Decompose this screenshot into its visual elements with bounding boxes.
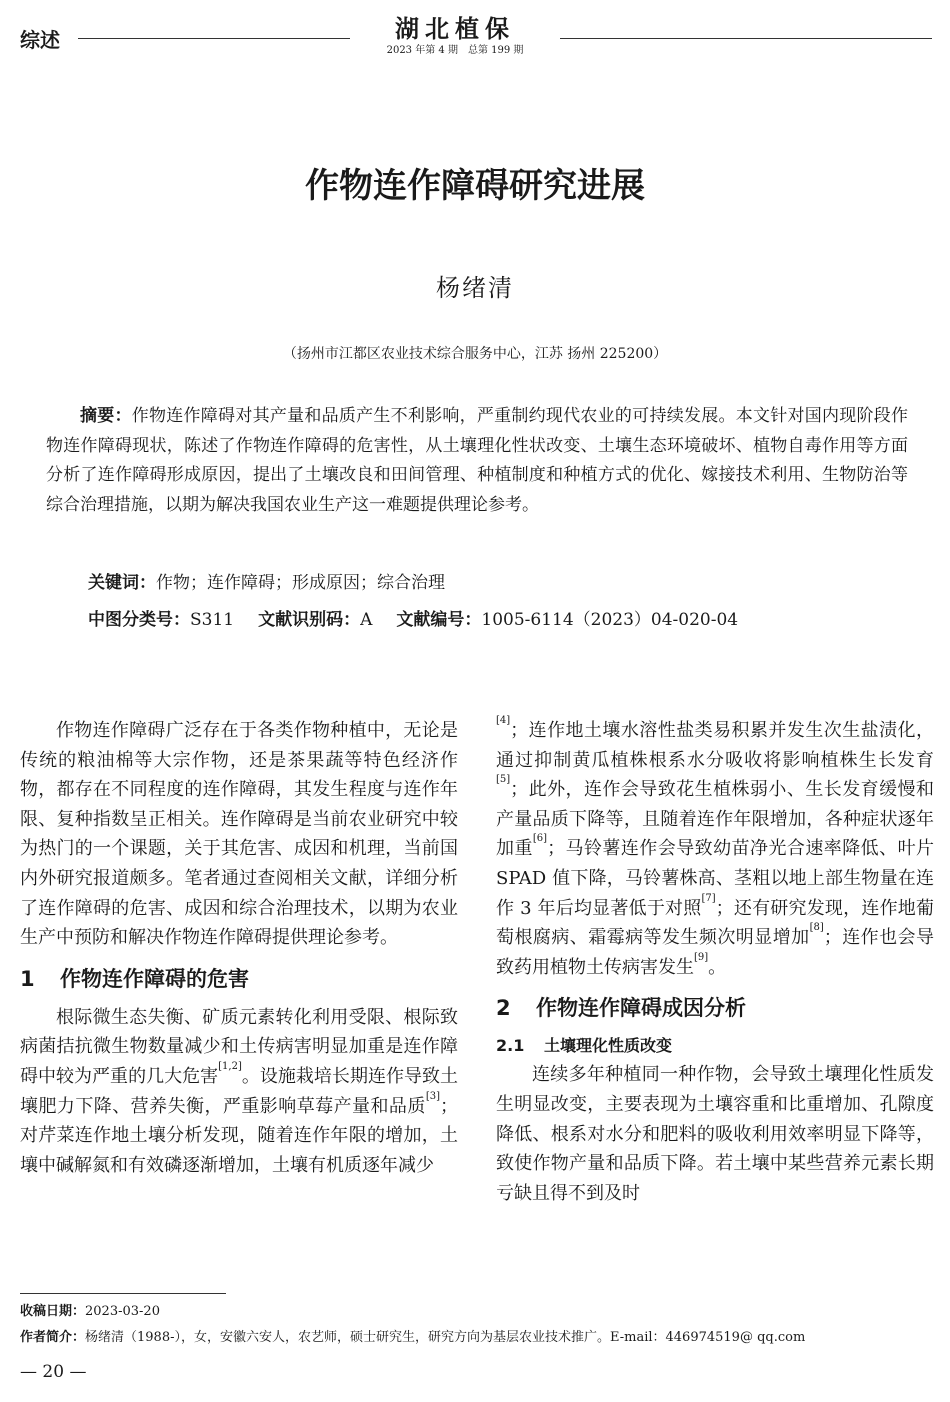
header-rule-right [560,38,932,39]
section-1-title: 作物连作障碍的危害 [60,966,249,991]
footnote-rule [20,1293,226,1294]
author-affiliation: （扬州市江都区农业技术综合服务中心，江苏 扬州 225200） [282,346,668,362]
body-text: ；连作地土壤水溶性盐类易积累并发生次生盐渍化，通过抑制黄瓜植株根系水分吸收将影响植株生长发育 [496,720,934,771]
section-2-heading [496,996,934,1020]
abstract-label: 摘要： [80,406,132,426]
body-text: ；马铃薯连作会导致幼苗净光合速率降低、叶片 SPAD 值下降，马铃薯株高、茎粗以地上部生物量在连作 3 年后均显著低于对照 [496,838,935,919]
received-date [20,1304,160,1320]
section-1-number: 1 [20,966,35,991]
section-2-1-heading [496,1032,934,1060]
citation: [5] [496,774,511,786]
citation: [4] [496,715,511,726]
abstract [46,402,908,520]
section-2-1-title: 土壤理化性质改变 [544,1036,673,1056]
body-text: 。 [708,956,727,978]
body-text: 。设施栽培长期连作导致土壤肥力下降、营养失衡，严重影响草莓产量和品质 [20,1065,459,1117]
page-number: — 20 — [20,1362,87,1382]
received-value: 2023-03-20 [85,1304,160,1319]
section-2-number: 2 [496,996,511,1021]
citation: [6] [532,833,548,845]
citation: [1,2] [218,1060,242,1072]
journal-name: 湖北植保 [395,14,515,43]
clc-label: 中图分类号： [88,610,190,630]
body-text: ；此外，连作会导致花生植株弱小、生长发育缓慢和产量品质下降等，且随着连作年限增加，各种症状逐年加重 [496,779,934,860]
keywords-label: 关键词： [88,573,156,593]
section-2-1-paragraph: 连续多年种植同一种作物，会导致土壤理化性质发生明显改变，主要表现为土壤容重和比重增加、孔隙度降低、根系对水分和肥料的吸收利用效率明显下降等，致使作物产量和品质下降。若土壤中某些营养元素长期亏缺且得不到及时 [496,1064,934,1204]
received-label: 收稿日期： [20,1304,86,1319]
body-text: ；连作也会导致药用植物土传病害发生 [496,927,934,978]
body-text: ；还有研究发现，连作地葡萄根腐病、霜霉病等发生频次明显增加 [496,897,934,949]
author-name: 杨绪清 [436,274,514,302]
doc-code-label: 文献识别码： [258,610,361,630]
section-1-paragraph-continued [496,716,934,982]
section-1-heading [20,967,458,991]
journal-masthead [350,14,560,58]
body-text: ；对芹菜连作地土壤分析发现，随着连作年限的增加，土壤中碱解氮和有效磷逐渐增加，土壤有机质逐年减少 [20,1095,458,1176]
section-2-1-number: 2.1 [496,1036,525,1056]
header-rule-left [78,38,350,39]
citation: [8] [809,922,824,934]
section-label: 综述 [20,28,60,52]
body-text: 根际微生态失衡、矿质元素转化利用受限、根际致病菌拮抗微生物数量减少和土传病害明显加重是连作障碍中较为严重的几大危害 [20,1006,458,1087]
body-left-column [20,716,458,1180]
citation: [9] [694,951,709,963]
doc-code-value: A [360,610,373,630]
bio-text: 杨绪清（1988-），女，安徽六安人，农艺师，硕士研究生，研究方向为基层农业技术推广。E-mail：446974519@ qq.com [85,1330,806,1345]
article-title: 作物连作障碍研究进展 [305,166,645,206]
issue-info: 2023 年第 4 期 总第 199 期 [386,45,524,56]
section-1-paragraph [20,1003,458,1181]
abstract-text: 作物连作障碍对其产量和品质产生不利影响，严重制约现代农业的可持续发展。本文针对国内现阶段作物连作障碍现状，陈述了作物连作障碍的危害性，从土壤理化性状改变、土壤生态环境破坏、植物自毒作用等方面分析了连作障碍形成原因，提出了土壤改良和田间管理、种植制度和种植方式的优化、嫁接技术利用、生物防治等综合治理措施，以期为解决我国农业生产这一难题提供理论参考。 [46,406,909,515]
keywords-text: 作物；连作障碍；形成原因；综合治理 [156,573,445,593]
section-2-title: 作物连作障碍成因分析 [536,996,746,1021]
intro-paragraph: 作物连作障碍广泛存在于各类作物种植中，无论是传统的粮油棉等大宗作物，还是茶果蔬等特色经济作物，都存在不同程度的连作障碍，其发生程度与连作年限、复种指数呈正相关。连作障碍是当前农业研究中较为热门的一个课题，关于其危害、成因和机理，当前国内外研究报道颇多。笔者通过查阅相关文献，详细分析了连作障碍的危害、成因和综合治理技术，以期为农业生产中预防和解决作物连作障碍提供理论参考。 [20,720,458,949]
article-no-label: 文献编号： [396,610,482,630]
classification-line [88,607,738,633]
body-right-column [496,716,934,1208]
clc-value: S311 [190,610,235,630]
bio-label: 作者简介： [20,1330,86,1345]
article-no-value: 1005-6114（2023）04-020-04 [481,610,739,630]
citation: [3] [425,1090,440,1102]
citation: [7] [701,892,716,904]
author-bio [20,1330,805,1346]
keywords [88,570,445,596]
